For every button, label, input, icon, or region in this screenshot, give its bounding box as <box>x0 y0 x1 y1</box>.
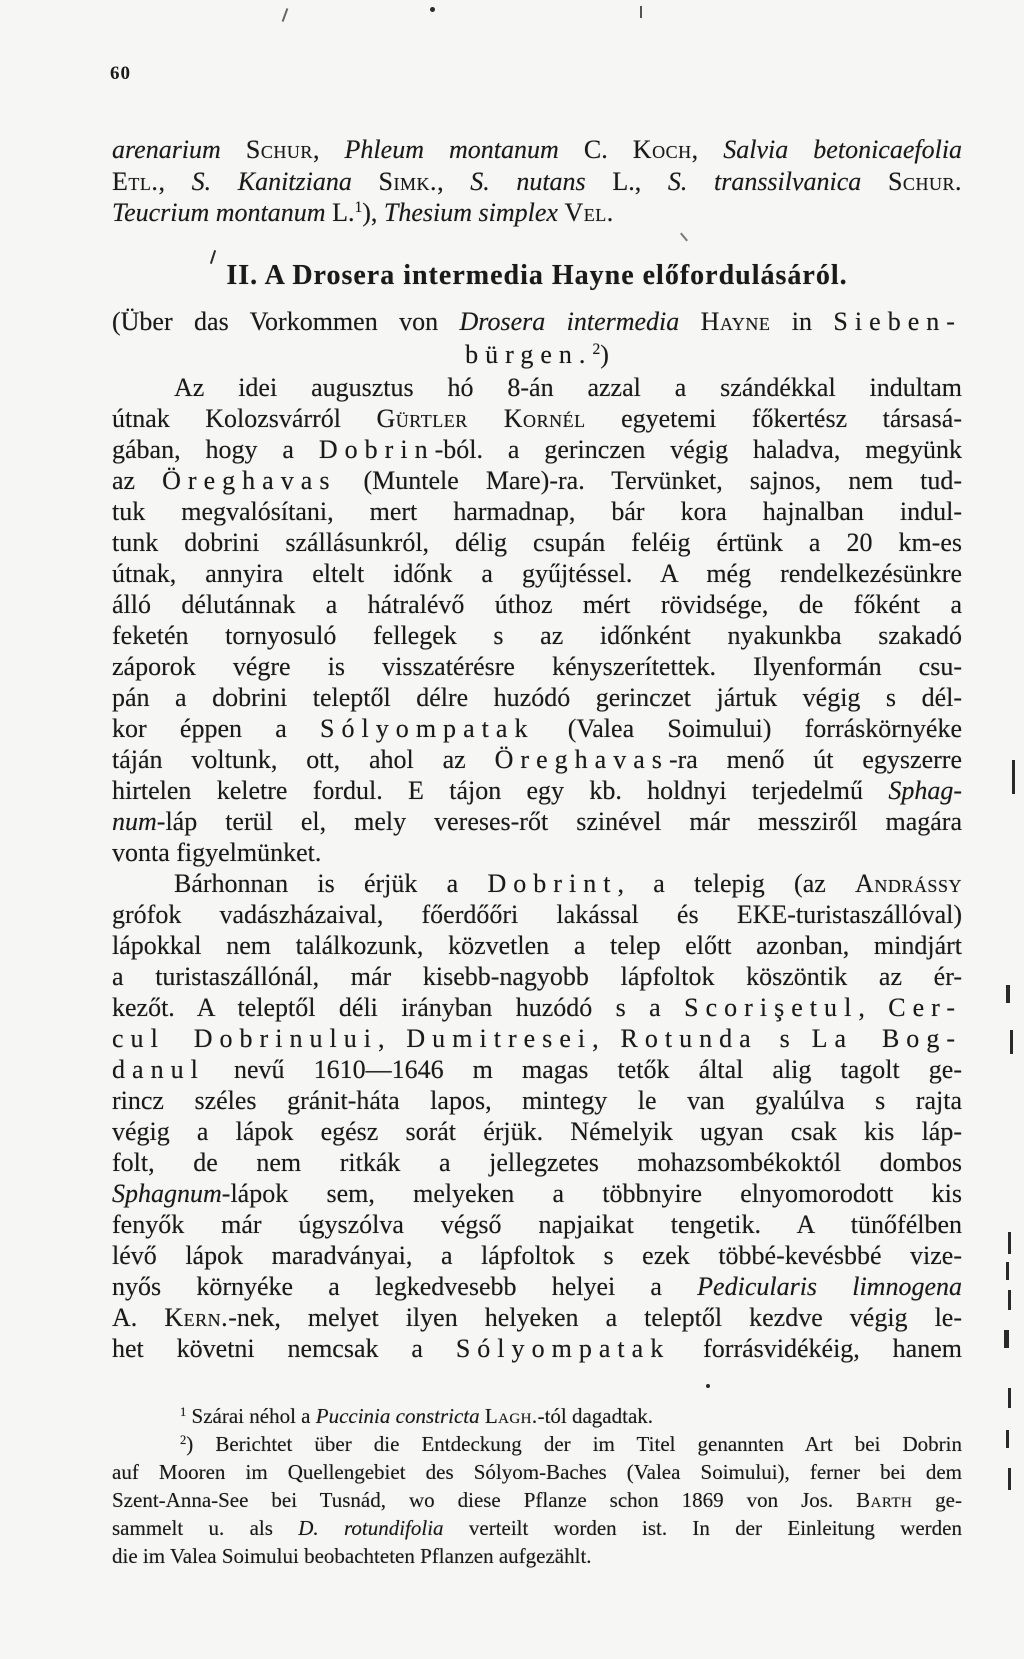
text-run: ), <box>362 198 384 227</box>
text-run: lévő lápok maradványai, a lápfoltok s ezek többé-kevésbbé vize- <box>112 1241 962 1270</box>
paragraph-2-line <box>112 930 962 961</box>
scan-speck <box>282 8 289 22</box>
italic-text: arenarium <box>112 135 246 164</box>
paragraph-1-line <box>112 713 962 744</box>
footnotes-line <box>112 1458 962 1486</box>
text-run: fenyők már úgyszólva végső napjaikat tengetik. A tünőfélben <box>112 1210 962 1239</box>
text-run: -nek, melyet ilyen helyeken a teleptől kezdve végig le- <box>228 1303 962 1332</box>
italic-text: S. nutans <box>470 166 586 196</box>
footnotes-line <box>112 1542 962 1570</box>
letterspaced-text: Rotunda <box>620 1024 758 1053</box>
small-caps-text: Simk. <box>378 166 438 196</box>
text-run: , <box>158 166 192 196</box>
text-run: az <box>112 466 163 495</box>
text-run: , <box>858 993 889 1022</box>
paragraph-1-line <box>112 620 962 651</box>
letterspaced-text: cul Dobrinului <box>112 1024 379 1053</box>
text-run: , a telepig (az <box>617 869 856 898</box>
text-run: grófok vadászházaival, főerdőőri lakással és EKE-turistaszállóval) <box>112 900 962 929</box>
species-list-continuation <box>112 134 962 229</box>
scan-speck <box>680 233 688 242</box>
text-run: , <box>437 166 471 196</box>
text-run: , <box>378 1024 407 1053</box>
section-heading <box>112 259 962 293</box>
text-run: verteilt worden ist. In der Einleitung werden <box>443 1516 963 1540</box>
letterspaced-text: Öreghavas <box>494 745 669 774</box>
text-run: Bárhonnan is érjük a <box>174 869 488 898</box>
text-run: het követni nemcsak a <box>112 1334 456 1363</box>
text-run: ge- <box>912 1488 962 1512</box>
text-run: L., <box>585 166 668 196</box>
paragraph-1-line <box>112 496 962 527</box>
paragraph-1-line <box>112 372 962 403</box>
paragraph-2-line <box>112 1240 962 1271</box>
text-run: záporok végre is visszatérésre kényszerítettek. Ilyenformán csu- <box>112 652 962 681</box>
text-run: , <box>691 135 724 164</box>
text-run: útnak, annyira eltelt időnk a gyűjtéssel. A még rendelkezésünkre <box>112 559 962 588</box>
letterspaced-text: La Bog- <box>811 1024 963 1053</box>
text-run: auf Mooren im Quellengebiet des Sólyom-Baches (Valea Soimului), ferner bei dem <box>112 1460 962 1484</box>
margin-bleed-mark <box>1008 1388 1011 1408</box>
text-run: (Über das Vorkommen von <box>112 307 460 336</box>
text-run: rincz széles gránit-háta lapos, mintegy le van gyalúlva s rajta <box>112 1086 962 1115</box>
text-run: -láp terül el, mely vereses-rőt szinével már messziről magára <box>156 807 962 836</box>
small-caps-text: Schur. <box>887 166 963 196</box>
text-run: kezőt. A teleptől déli irányban huzódó s a <box>112 993 685 1022</box>
paragraph-1 <box>112 372 962 868</box>
species-continuation-line <box>112 197 962 229</box>
margin-bleed-mark <box>1008 1290 1011 1310</box>
letterspaced-text: bürgen. <box>465 340 593 369</box>
text-run: s <box>757 1024 812 1053</box>
italic-text: D. rotundifolia <box>298 1516 444 1540</box>
margin-bleed-mark <box>1008 1232 1011 1254</box>
paragraph-1-line <box>112 682 962 713</box>
letterspaced-text: Scorişetul <box>684 993 859 1022</box>
text-run: C. <box>558 135 633 164</box>
footnote-marker: 1 <box>180 1405 187 1420</box>
text-run: Az idei augusztus hó 8-án azzal a szándékkal indultam <box>174 373 962 402</box>
paragraph-2-line <box>112 992 962 1023</box>
paragraph-2-line <box>112 1209 962 1240</box>
text-run: in <box>770 307 834 336</box>
text-run: , <box>312 135 345 164</box>
paragraph-1-line <box>112 775 962 806</box>
paragraph-1-line <box>112 806 962 837</box>
paragraph-2-line <box>112 1116 962 1147</box>
text-run: Szárai néhol a <box>186 1404 316 1428</box>
margin-bleed-mark <box>1004 1330 1009 1348</box>
small-caps-text: Etl. <box>112 166 159 196</box>
small-caps-text: Schur <box>245 135 313 164</box>
text-run: (Muntele Mare)-ra. Tervünket, sajnos, nem tud- <box>336 466 962 495</box>
text-run: -lápok sem, melyeken a többnyire elnyomorodott kis <box>221 1179 962 1208</box>
margin-bleed-mark <box>1006 985 1010 1003</box>
italic-text: Puccinia constricta <box>315 1404 485 1428</box>
text-run: a turistaszállónál, már kisebb-nagyobb lápfoltok köszöntik az ér- <box>112 962 962 991</box>
text-run: (Valea Soimului) forráskörnyéke <box>534 714 962 743</box>
text-run: álló délutánnak a hátralévő úthoz mért rövidsége, de főként a <box>112 590 962 619</box>
paragraph-1-line <box>112 403 962 434</box>
italic-text: Sphag- <box>888 776 962 805</box>
letterspaced-text: Sólyompatak <box>320 714 535 743</box>
italic-text: Thesium simplex <box>383 198 565 227</box>
text-run: L. <box>325 198 355 227</box>
paragraph-2-line <box>112 1023 962 1054</box>
footnote-marker: 2 <box>592 341 601 359</box>
italic-text: S. Kanitziana <box>191 166 379 196</box>
paragraph-2-line <box>112 1271 962 1302</box>
text-run: ) Berichtet über die Entdeckung der im Titel genannten Art bei Dobrin <box>186 1432 962 1456</box>
paragraph-1-line <box>112 527 962 558</box>
small-caps-text: Hayne <box>700 307 771 336</box>
text-run: II. A Drosera intermedia Hayne előfordulásáról. <box>226 260 848 291</box>
text-run: die im Valea Soimului beobachteten Pflanzen aufgezählt. <box>112 1544 592 1568</box>
italic-text: Salvia betonicaefolia <box>723 135 963 164</box>
letterspaced-text: Sólyompatak <box>455 1334 671 1363</box>
text-run: hirtelen keletre fordul. E tájon egy kb. holdnyi terjedelmű <box>112 776 889 805</box>
paragraph-2-line <box>112 1054 962 1085</box>
scan-speck <box>640 6 642 18</box>
text-run: sammelt u. als <box>112 1516 299 1540</box>
footnotes <box>112 1402 962 1570</box>
small-caps-text: Koch <box>632 135 692 164</box>
letterspaced-text: Dobrint <box>487 869 618 898</box>
italic-text: Sphagnum <box>112 1179 222 1208</box>
footnotes-line <box>112 1514 962 1542</box>
italic-text: Drosera intermedia <box>459 307 701 336</box>
text-run: pán a dobrini teleptől délre huzódó gerinczet jártuk végig s dél- <box>112 683 962 712</box>
footnote-marker: 1 <box>354 199 363 217</box>
margin-bleed-mark <box>1006 1262 1009 1280</box>
species-continuation-line <box>112 134 962 166</box>
text-run: tuk megvalósítani, mert harmadnap, bár kora hajnalban indul- <box>112 497 962 526</box>
scan-speck <box>430 7 435 12</box>
footnotes-line <box>112 1402 962 1430</box>
text-run: ) <box>600 340 609 369</box>
text-run: nevű 1610—1646 m magas tetők által alig tagolt ge- <box>204 1055 962 1084</box>
species-continuation-line <box>112 166 962 198</box>
italic-text: num <box>112 807 157 836</box>
title-line <box>112 338 962 371</box>
text-run: nyős környéke a legkedvesebb helyei a <box>112 1272 698 1301</box>
text-run: táján voltunk, ott, ahol az <box>112 745 495 774</box>
text-run: folt, de nem ritkák a jellegzetes mohazsombékoktól dombos <box>112 1148 962 1177</box>
text-run: útnak Kolozsvárról <box>112 404 377 433</box>
title-line <box>112 305 962 338</box>
text-run: -ra menő út egyszerre <box>668 745 962 774</box>
text-run: forrásvidékéig, hanem <box>670 1334 962 1363</box>
text-run: , <box>592 1024 621 1053</box>
text-run: A. <box>112 1303 165 1332</box>
small-caps-text: Andrássy <box>855 869 963 898</box>
text-run: lápokkal nem találkozunk, közvetlen a telep előtt azonban, mindjárt <box>112 931 962 960</box>
text-run: -ból. a gerinczen végig haladva, megyünk <box>434 435 962 464</box>
paragraph-2 <box>112 868 962 1364</box>
text-run: végig a lápok egész sorát érjük. Némelyik ugyan csak kis láp- <box>112 1117 962 1146</box>
italic-text: Teucrium montanum <box>112 198 326 227</box>
text-run: gában, hogy a <box>112 435 319 464</box>
small-caps-text: Vel. <box>564 198 614 227</box>
paragraph-1-line <box>112 434 962 465</box>
letterspaced-text: Dobrin <box>318 435 435 464</box>
paragraph-2-line <box>112 899 962 930</box>
letterspaced-text: Öreghavas <box>162 466 337 495</box>
margin-bleed-mark <box>1012 760 1015 794</box>
scan-speck <box>706 1384 710 1388</box>
small-caps-text: Lagh. <box>484 1404 538 1428</box>
page-number: 60 <box>110 63 131 84</box>
margin-bleed-mark <box>1006 1430 1009 1448</box>
text-run: feketén tornyosuló fellegek s az időnként nyakunkba szakadó <box>112 621 962 650</box>
small-caps-text: Gürtler Kornél <box>376 404 586 433</box>
footnotes-line <box>112 1430 962 1458</box>
text-run: Szent-Anna-See bei Tusnád, wo diese Pflanze schon 1869 von Jos. <box>112 1488 857 1512</box>
letterspaced-text: Cer- <box>888 993 962 1022</box>
margin-bleed-mark <box>1010 1030 1013 1054</box>
heading-line <box>112 259 962 293</box>
text-run: kor éppen a <box>112 714 321 743</box>
paragraph-2-line <box>112 1147 962 1178</box>
paragraph-1-line <box>112 465 962 496</box>
paragraph-2-line <box>112 1085 962 1116</box>
paragraph-2-line <box>112 961 962 992</box>
text-run: -tól dagadtak. <box>537 1404 654 1428</box>
letterspaced-text: danul <box>112 1055 205 1084</box>
paragraph-1-line <box>112 558 962 589</box>
paragraph-1-line <box>112 837 962 868</box>
text-run: egyetemi főkertész társasá- <box>585 404 962 433</box>
italic-text: S. transsilvanica <box>667 166 888 196</box>
footnotes-line <box>112 1486 962 1514</box>
letterspaced-text: Dumitresei <box>406 1024 593 1053</box>
text-run: vonta figyelmünket. <box>112 838 322 867</box>
footnote-marker: 2 <box>180 1433 187 1448</box>
text-run: tunk dobrini szállásunkról, délig csupán feléig értünk a 20 km-es <box>112 528 962 557</box>
small-caps-text: Kern. <box>164 1303 229 1332</box>
paragraph-2-line <box>112 1333 962 1364</box>
paragraph-1-line <box>112 651 962 682</box>
italic-text: Pedicularis limnogena <box>697 1272 963 1301</box>
paragraph-2-line <box>112 1178 962 1209</box>
letterspaced-text: Sieben- <box>833 307 962 336</box>
paragraph-1-line <box>112 744 962 775</box>
margin-bleed-mark <box>1008 1468 1011 1490</box>
paragraph-2-line <box>112 1302 962 1333</box>
paragraph-1-line <box>112 589 962 620</box>
german-title <box>112 305 962 371</box>
small-caps-text: Barth <box>856 1488 913 1512</box>
paragraph-2-line <box>112 868 962 899</box>
italic-text: Phleum montanum <box>344 135 559 164</box>
